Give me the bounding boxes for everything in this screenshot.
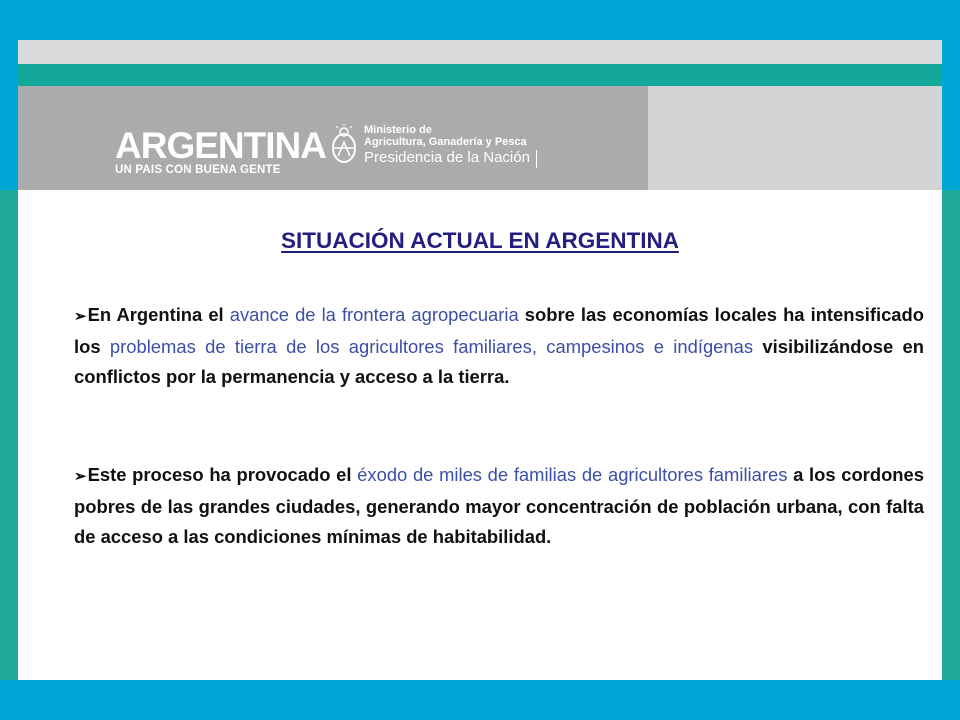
frame-teal-right — [942, 190, 960, 680]
bullet-paragraph-2 — [74, 460, 924, 552]
frame-bottom-band — [0, 680, 960, 720]
argentina-logo — [115, 125, 326, 177]
slide-panel — [18, 40, 942, 680]
ministry-line-2: Agricultura, Ganadería y Pesca — [364, 136, 527, 148]
arrow-bullet-icon: ➢ — [74, 308, 87, 325]
para2-text-2: a los cordones pobres de las grandes ciudades, generando mayor concentración de población urbana, con falta de acceso a las condiciones mínimas de habitabilidad. — [74, 464, 924, 547]
ministry-logo-text — [364, 124, 530, 167]
slide-title: SITUACIÓN ACTUAL EN ARGENTINA — [281, 228, 679, 253]
national-seal-icon — [330, 124, 358, 168]
para1-highlight-2: problemas de tierra de los agricultores familiares, campesinos e indígenas — [109, 336, 754, 357]
header-teal-bar — [18, 64, 942, 86]
brand-name: ARGENTINA — [115, 125, 326, 166]
arrow-bullet-icon: ➢ — [74, 468, 87, 485]
bullet-paragraph-1 — [74, 300, 924, 392]
para2-text-1: Este proceso ha provocado el — [87, 464, 358, 485]
ministry-divider — [536, 150, 537, 168]
header-top-strip — [18, 40, 942, 64]
para2-highlight-1: éxodo de miles de familias de agricultores familiares — [357, 464, 788, 485]
para1-text-1: En Argentina el — [87, 304, 230, 325]
ministry-line-3: Presidencia de la Nación — [364, 149, 530, 166]
para1-highlight-1: avance de la frontera agropecuaria — [229, 304, 519, 325]
ministry-line-1: Ministerio de — [364, 124, 432, 136]
brand-tagline: UN PAIS CON BUENA GENTE — [115, 164, 281, 176]
header-banner-right — [648, 86, 942, 190]
frame-teal-left — [0, 190, 18, 680]
para1-text-2: sobre las economías locales ha intensificado los — [74, 304, 925, 357]
para1-text-3: visibilizándose en conflictos por la permanencia y acceso a la tierra. — [74, 336, 925, 387]
